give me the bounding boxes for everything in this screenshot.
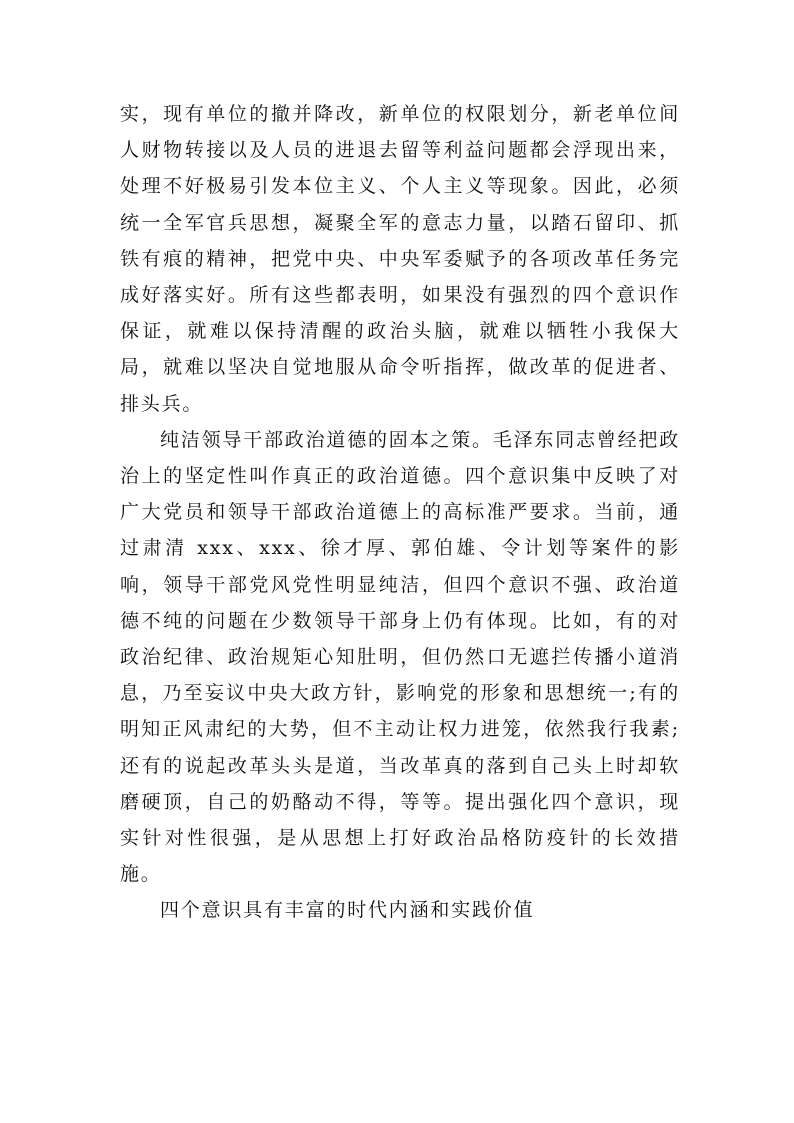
paragraph-continuation: 实，现有单位的撤并降改，新单位的权限划分，新老单位间人财物转接以及人员的进退去留等利益问题都会浮现出来，处理不好极易引发本位主义、个人主义等现象。因此，必须统一全军官兵思想，凝聚全军的意志力量，以踏石留印、抓铁有痕的精神，把党中央、中央军委赋予的各项改革任务完成好落实好。所有这些都表明，如果没有强烈的四个意识作保证，就难以保持清醒的政治头脑，就难以牺牲小我保大局，就难以坚决自觉地服从命令听指挥，做改革的促进者、排头兵。 bbox=[120, 103, 680, 415]
document-body bbox=[120, 96, 680, 929]
section-heading: 四个意识具有丰富的时代内涵和实践价值 bbox=[160, 899, 535, 922]
paragraph-political-morality: 纯洁领导干部政治道德的固本之策。毛泽东同志曾经把政治上的坚定性叫作真正的政治道德。四个意识集中反映了对广大党员和领导干部政治道德上的高标准严要求。当前，通过肃清 xxx、xxx、徐才厚、郭伯雄、令计划等案件的影响，领导干部党风党性明显纯洁，但四个意识不强、政治道德不纯的问题在少数领导干部身上仍有体现。比如，有的对政治纪律、政治规矩心知肚明，但仍然口无遮拦传播小道消息，乃至妄议中央大政方针，影响党的形象和思想统一;有的明知正风肃纪的大势，但不主动让权力进笼，依然我行我素;还有的说起改革头头是道，当改革真的落到自己头上时却软磨硬顶，自己的奶酪动不得，等等。提出强化四个意识，现实针对性很强，是从思想上打好政治品格防疫针的长效措施。 bbox=[120, 428, 681, 886]
